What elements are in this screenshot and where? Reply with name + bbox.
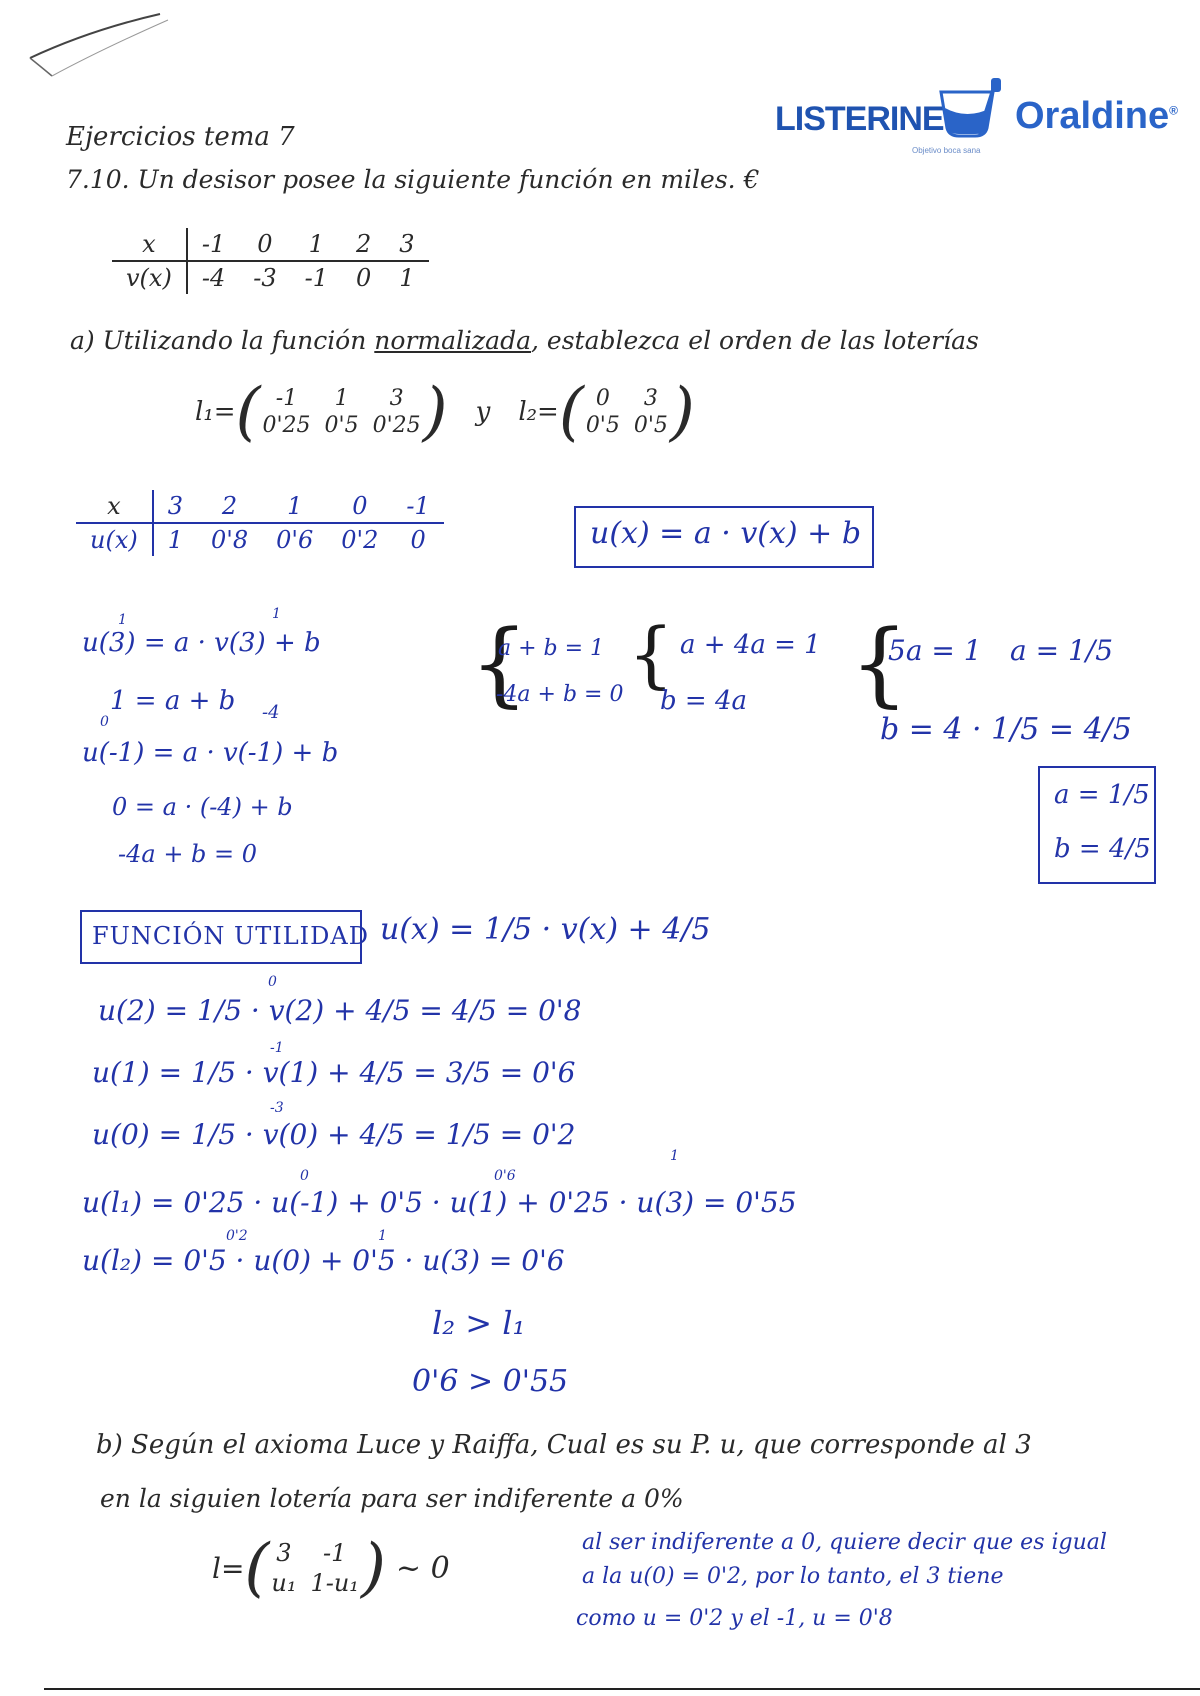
system-brace: { [470,610,529,717]
probability: 0'5 [324,413,359,438]
lottery-l [212,1531,450,1605]
probability: 0'5 [585,413,620,438]
v-cell: 0 [356,264,372,292]
utility-table-x-row [76,490,444,523]
system-eq: 5a = 1 [888,634,982,667]
annotation-mark: 1 [118,612,127,628]
right-paren: ) [669,375,695,449]
x-row-header: x [76,490,153,523]
lottery-l1 [195,375,695,449]
derivation-line: -4a + b = 0 [118,840,258,868]
cup-toothbrush-icon [935,78,1011,142]
x-cell: 0 [239,228,290,261]
outcome: 3 [389,386,404,411]
annotation-mark: 0 [300,1168,309,1184]
answer-note-line: a la u(0) = 0'2, por lo tanto, el 3 tiene [582,1564,1004,1589]
x-cell: 1 [262,490,327,523]
part-a-prompt-underlined: normalizada [374,326,531,355]
part-a-prompt-end: , establezca el orden de las loterías [531,326,979,355]
outcome: 0 [595,386,610,411]
v-row-header: v(x) [112,261,187,294]
outcome: 3 [643,386,658,411]
utility-function: u(x) = 1/5 · v(x) + 4/5 [380,912,711,947]
left-paren: ( [558,375,584,449]
problem-statement: 7.10. Un desisor posee la siguiente función en miles. € [66,165,760,194]
right-paren: ) [360,1531,386,1605]
u-cell: 0'8 [211,526,249,554]
comparison-lotteries: l₂ > l₁ [432,1304,526,1342]
probability: u₁ [271,1569,297,1597]
outcome: -1 [275,386,298,411]
annotation-mark: 1 [272,606,281,622]
annotation-mark: 0 [100,714,109,730]
x-cell: 3 [385,228,428,261]
value-table-v-row [112,261,429,294]
annotation-mark: 1 [378,1228,387,1244]
part-a-prompt-start: a) Utilizando la función [70,326,375,355]
x-cell: 3 [153,490,197,523]
oraldine-wordmark: Oraldine [1015,95,1170,137]
oraldine-logo [1015,95,1178,138]
x-cell: 2 [342,228,385,261]
u-cell: 0'6 [276,526,314,554]
annotation-mark: 0 [268,974,277,990]
x-cell: 2 [197,490,262,523]
v-cell: -3 [253,264,277,292]
left-paren: ( [235,375,261,449]
system-brace: { [850,610,909,717]
x-row-header: x [112,228,187,261]
value-table-x-row [112,228,429,261]
derivation-line: u(3) = a · v(3) + b [82,628,321,658]
annotation-mark: -4 [262,702,280,723]
part-a-prompt [70,326,979,355]
u-cell: 1 [167,526,183,554]
u-row-header: u(x) [76,523,153,556]
indifference-symbol: ~ 0 [395,1550,450,1586]
derivation-line: u(-1) = a · v(-1) + b [82,738,339,768]
listerine-logo: LISTERINE [775,100,944,138]
v-cell: -4 [201,264,226,292]
brand-slogan: Objetivo boca sana [912,146,981,155]
x-cell: -1 [187,228,239,261]
outcome: 1 [334,386,349,411]
system-brace: { [628,612,674,696]
v-cell: -1 [304,264,328,292]
utility-table [76,490,444,556]
system-eq: -4a + b = 0 [496,682,624,707]
u-cell: 0'2 [341,526,379,554]
value-function-table [112,228,429,294]
lottery-l-matrix [271,1539,359,1597]
evaluation-line: u(1) = 1/5 · v(1) + 4/5 = 3/5 = 0'6 [92,1056,576,1089]
probability: 0'25 [262,413,311,438]
u-cell: 0 [410,526,426,554]
annotation-mark: 0'2 [226,1228,248,1244]
answer-note-line: como u = 0'2 y el -1, u = 0'8 [576,1606,893,1631]
registered-mark: ® [1169,103,1178,118]
page-title: Ejercicios tema 7 [66,122,295,152]
system-eq: a = 1/5 [1010,634,1114,667]
system-eq: b = 4a [660,686,748,716]
conjunction: y [475,397,491,427]
outcome: 3 [276,1539,292,1567]
part-b-line: b) Según el axioma Luce y Raiffa, Cual es su P. u, que corresponde al 3 [96,1430,1032,1460]
x-cell: 1 [291,228,342,261]
formula-text: u(x) = a · v(x) + b [590,516,862,551]
lottery-l2-label: l₂= [518,397,559,427]
result-b: b = 4/5 [1054,834,1151,864]
utility-table-u-row [76,523,444,556]
annotation-mark: 0'6 [494,1168,516,1184]
comparison-values: 0'6 > 0'55 [412,1364,569,1399]
v-cell: 1 [399,264,415,292]
answer-note-line: al ser indiferente a 0, quiere decir que es igual [582,1530,1107,1555]
right-paren: ) [422,375,448,449]
part-b-line: en la siguien lotería para ser indiferente a 0% [100,1484,684,1513]
x-cell: 0 [327,490,392,523]
annotation-mark: -3 [270,1100,284,1116]
page-fold-corner [0,0,200,90]
system-eq: a + 4a = 1 [680,630,821,660]
lottery-l-label: l= [212,1551,245,1585]
annotation-mark: 1 [670,1148,679,1164]
lottery-l1-label: l₁= [195,397,236,427]
outcome: -1 [323,1539,347,1567]
probability: 0'5 [633,413,668,438]
left-paren: ( [244,1531,270,1605]
lottery-utility-line: u(l₂) = 0'5 · u(0) + 0'5 · u(3) = 0'6 [82,1244,565,1277]
derivation-line: 0 = a · (-4) + b [112,793,293,821]
probability: 0'25 [372,413,421,438]
x-cell: -1 [392,490,443,523]
derivation-line: 1 = a + b [110,686,236,716]
system-eq: b = 4 · 1/5 = 4/5 [880,712,1132,747]
page-bottom-edge [44,1688,1200,1690]
system-eq: a + b = 1 [498,636,605,661]
utility-label: FUNCIÓN UTILIDAD [92,922,369,950]
lottery-utility-line: u(l₁) = 0'25 · u(-1) + 0'5 · u(1) + 0'25 · u(3) = 0'55 [82,1186,797,1219]
lottery-l1-matrix [263,386,421,438]
evaluation-line: u(0) = 1/5 · v(0) + 4/5 = 1/5 = 0'2 [92,1118,576,1151]
probability: 1-u₁ [310,1569,359,1597]
lottery-l2-matrix [586,386,668,438]
evaluation-line: u(2) = 1/5 · v(2) + 4/5 = 4/5 = 0'8 [98,994,582,1027]
result-a: a = 1/5 [1054,780,1150,810]
annotation-mark: -1 [270,1040,284,1056]
